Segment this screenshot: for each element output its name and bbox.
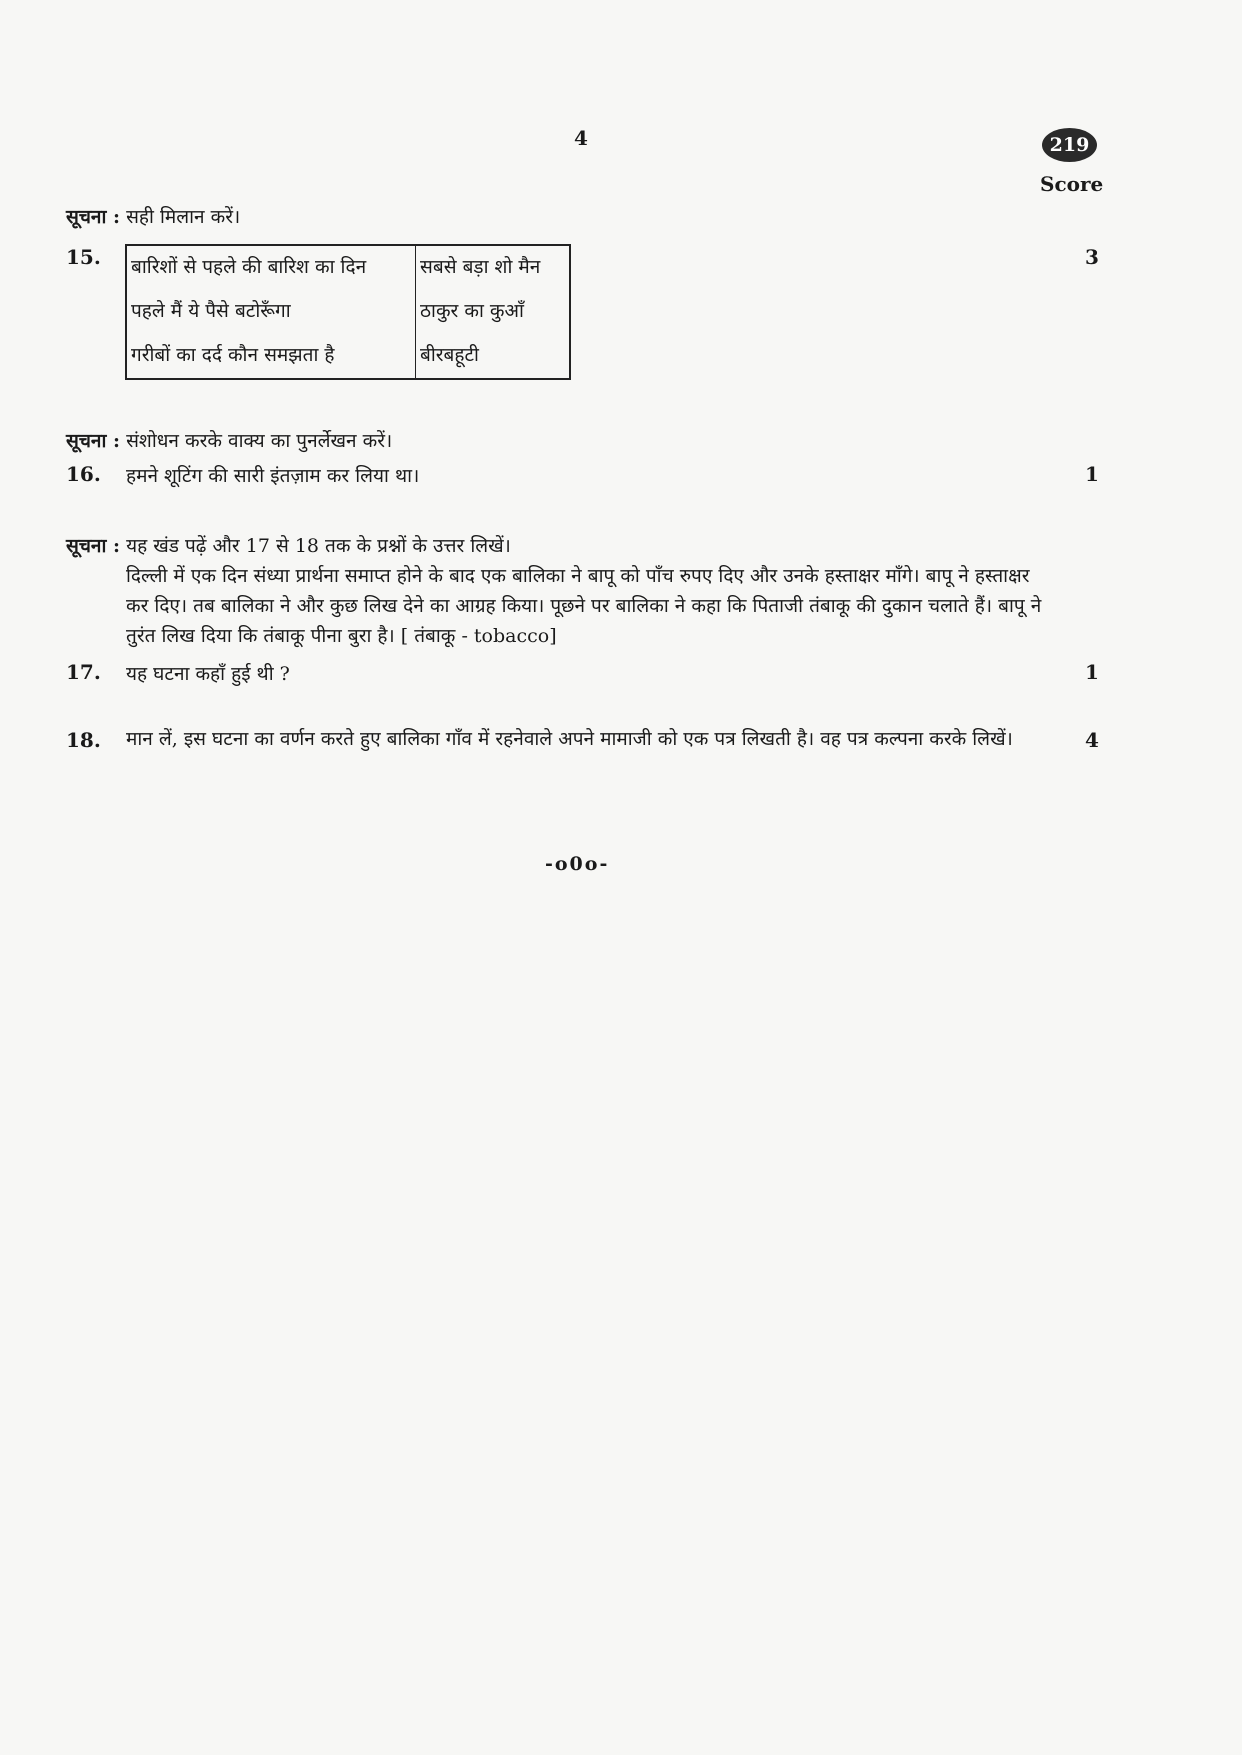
- question-number: 16.: [66, 462, 101, 486]
- instruction-2: [66, 427, 392, 453]
- table-cell: बारिशों से पहले की बारिश का दिन: [131, 256, 367, 278]
- instruction-3: [66, 532, 511, 558]
- table-cell: पहले मैं ये पैसे बटोरूँगा: [131, 300, 291, 322]
- table-row: [126, 290, 570, 334]
- instruction-label: सूचना :: [66, 535, 121, 557]
- question-text: यह घटना कहाँ हुई थी ?: [126, 663, 290, 685]
- question-text: हमने शूटिंग की सारी इंतज़ाम कर लिया था।: [126, 465, 420, 487]
- instruction-label: सूचना :: [66, 430, 121, 452]
- question-number: 18.: [66, 728, 101, 752]
- question-score: 4: [1085, 728, 1099, 752]
- instruction-1: [66, 203, 240, 229]
- instruction-label: सूचना :: [66, 206, 121, 228]
- question-number: 15.: [66, 245, 101, 269]
- table-cell: सबसे बड़ा शो मैन: [416, 245, 571, 290]
- question-number: 17.: [66, 660, 101, 684]
- question-score: 1: [1085, 462, 1099, 486]
- table-cell: बीरबहूटी: [416, 334, 571, 379]
- question-score: 1: [1085, 660, 1099, 684]
- question-score: 3: [1085, 245, 1099, 269]
- table-row: [126, 245, 570, 290]
- score-column-label: Score: [1040, 172, 1104, 196]
- instruction-text: संशोधन करके वाक्य का पुनर्लेखन करें।: [126, 430, 393, 452]
- instruction-text: यह खंड पढ़ें और 17 से 18 तक के प्रश्नों के उत्तर लिखें।: [126, 535, 511, 557]
- match-table: [125, 244, 571, 380]
- instruction-text: सही मिलान करें।: [126, 206, 241, 228]
- reading-passage: दिल्ली में एक दिन संध्या प्रार्थना समाप्त होने के बाद एक बालिका ने बापू को पाँच रुपए दिए और उनके हस्ताक्षर माँगे। बापू ने हस्ताक्षर कर दिए। तब बालिका ने और कुछ लिख देने का आग्रह किया। पूछने पर बालिका ने कहा कि पिताजी तंबाकू की दुकान चलाते हैं। बापू ने तुरंत लिख दिया कि तंबाकू पीना बुरा है। [ तंबाकू - tobacco]: [126, 565, 1042, 647]
- question-code-badge: 219: [1042, 128, 1097, 162]
- table-cell: गरीबों का दर्द कौन समझता है: [131, 344, 335, 366]
- page-number: 4: [574, 126, 588, 150]
- question-text: मान लें, इस घटना का वर्णन करते हुए बालिका गाँव में रहनेवाले अपने मामाजी को एक पत्र लिखती है। वह पत्र कल्पना करके लिखें।: [126, 728, 1013, 750]
- table-row: [126, 334, 570, 379]
- end-mark: -o0o-: [545, 853, 610, 875]
- table-cell: ठाकुर का कुआँ: [416, 290, 571, 334]
